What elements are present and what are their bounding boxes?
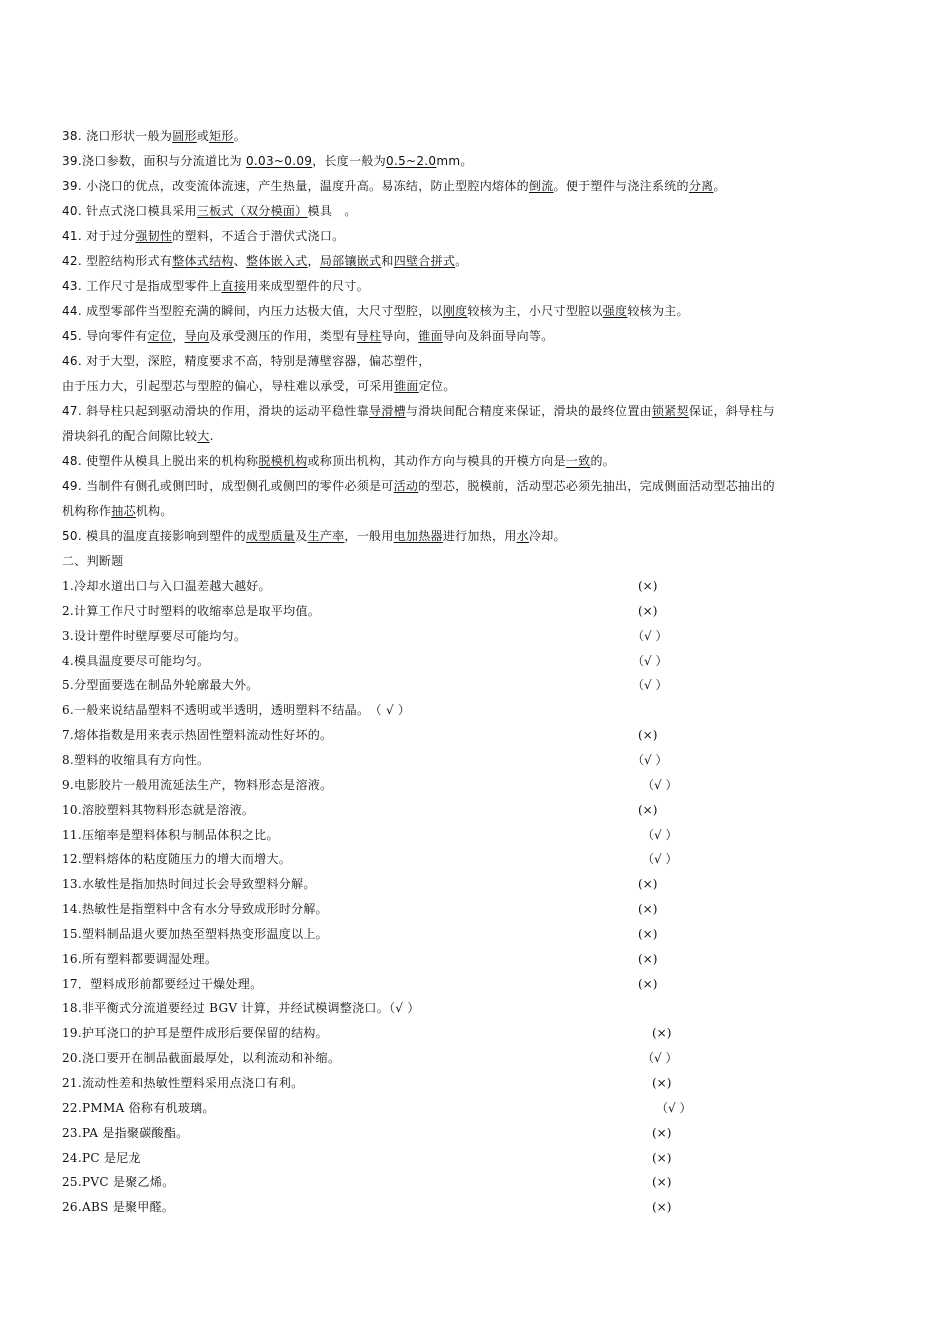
item-text: 型腔结构形式有 [81, 254, 173, 268]
judge-item-text: 15.塑料制品退火要加热至塑料热变形温度以上。 [62, 927, 328, 941]
answer-blank: 定位 [147, 329, 173, 343]
item-text: 。便于塑件与浇注系统的 [553, 179, 689, 193]
item-text: 模具的温度直接影响到塑件的 [81, 529, 246, 543]
item-text: 或称顶出机构，其动作方向与模具的开模方向是 [307, 454, 566, 468]
fill-item [62, 328, 554, 344]
judge-answer-mark: （√ ） [642, 852, 678, 866]
answer-blank: 倒流 [528, 179, 554, 193]
judge-answer-mark: (×) [652, 1026, 672, 1040]
judge-item-text: 10.溶胶塑料其物料形态就是溶液。 [62, 803, 255, 817]
judge-item-text: 14.热敏性是指塑料中含有水分导致成形时分解。 [62, 902, 328, 916]
section-title: 二、判断题 [62, 554, 124, 568]
fill-item [62, 528, 566, 544]
judge-answer-mark: （√ ） [632, 654, 668, 668]
judge-answer-mark: (×) [638, 877, 658, 891]
judge-item-text: 22.PMMA 俗称有机玻璃。 [62, 1101, 215, 1115]
judge-item-text: 2.计算工作尺寸时塑料的收缩率总是取平均值。 [62, 604, 321, 618]
item-text: 的型芯，脱模前，活动型芯必须先抽出，完成侧面活动型芯抽出的 [418, 479, 775, 493]
item-text: 成型零部件当型腔充满的瞬间，内压力达极大值，大尺寸型腔，以 [81, 304, 443, 318]
judge-item-text: 9.电影胶片一般用流延法生产，物料形态是溶液。 [62, 778, 333, 792]
item-text: ， [172, 329, 185, 343]
item-text: 。 [455, 254, 468, 268]
item-text: 。 [460, 154, 473, 168]
item-text: 47. [62, 404, 82, 418]
answer-blank: 刚度 [442, 304, 468, 318]
item-text: 的塑料，不适合于潜伏式浇口。 [172, 229, 345, 243]
item-text: 及承受测压的作用，类型有 [209, 329, 357, 343]
item-text: 小浇口的优点，改变流体流速，产生热量，温度升高。易冻结，防止型腔内熔体的 [81, 179, 529, 193]
fill-item [62, 503, 173, 519]
judge-answer-mark: (×) [638, 902, 658, 916]
answer-blank: 锥面 [418, 329, 443, 343]
fill-item [62, 428, 214, 444]
judge-item-text: 21.流动性差和热敏性塑料采用点浇口有利。 [62, 1076, 304, 1090]
answer-blank: 直接 [221, 279, 247, 293]
fill-item [62, 253, 468, 269]
judge-answer-mark: （√ ） [632, 753, 668, 767]
judge-answer-mark: (×) [638, 952, 658, 966]
item-text: 保证，斜导柱与 [688, 404, 775, 418]
answer-blank: 分离 [688, 179, 714, 193]
fill-item [62, 203, 357, 219]
item-text: 49. [62, 479, 82, 493]
answer-blank: 电加热器 [393, 529, 443, 543]
answer-blank: 水 [516, 529, 529, 543]
item-text: 使塑件从模具上脱出来的机构称 [81, 454, 259, 468]
fill-item [62, 403, 775, 419]
answer-blank: 圆形 [172, 129, 197, 143]
item-text: 、 [233, 254, 247, 268]
fill-item [62, 378, 456, 394]
item-text: 与滑块间配合精度来保证，滑块的最终位置由 [405, 404, 652, 418]
item-text: 。 [713, 179, 726, 193]
answer-blank: 整体式结构 [172, 254, 234, 268]
answer-blank: 0.03~0.09 [246, 154, 313, 168]
answer-blank: 生产率 [307, 529, 345, 543]
fill-item [62, 453, 615, 469]
item-text: 当制件有侧孔或侧凹时，成型侧孔或侧凹的零件必须是可 [81, 479, 394, 493]
judge-answer-mark: (×) [652, 1126, 672, 1140]
fill-item [62, 353, 431, 369]
judge-answer-mark: （√ ） [642, 1051, 678, 1065]
judge-item-text: 5.分型面要选在制品外轮廓最大外。 [62, 678, 259, 692]
judge-item-text: 7.熔体指数是用来表示热固性塑料流动性好坏的。 [62, 728, 333, 742]
item-text: 用来成型塑件的尺寸。 [246, 279, 370, 293]
judge-item-text: 17．塑料成形前都要经过干燥处理。 [62, 977, 263, 991]
item-text: ， [307, 254, 320, 268]
item-text: 机构。 [135, 504, 173, 518]
item-text: 导向及斜面导向等。 [442, 329, 554, 343]
item-text: 导向， [381, 329, 419, 343]
judge-item-text: 8.塑料的收缩具有方向性。 [62, 753, 210, 767]
item-text: 机构称作 [62, 504, 112, 518]
item-text: 48. [62, 454, 82, 468]
judge-item-text: 12.塑料熔体的粘度随压力的增大而增大。 [62, 852, 292, 866]
judge-item-text: 13.水敏性是指加热时间过长会导致塑料分解。 [62, 877, 316, 891]
item-text: 。 [233, 129, 247, 143]
item-text: 的。 [590, 454, 616, 468]
answer-blank: 成型质量 [246, 529, 296, 543]
item-text: 滑块斜孔的配合间隙比较 [62, 429, 198, 443]
item-text: 斜导柱只起到驱动滑块的作用，滑块的运动平稳性靠 [81, 404, 370, 418]
answer-blank: 脱模机构 [258, 454, 308, 468]
item-text: 50. [62, 529, 82, 543]
item-text: 和 [381, 254, 394, 268]
answer-blank: 抽芯 [111, 504, 136, 518]
answer-blank: 锥面 [394, 379, 419, 393]
judge-answer-mark: （√ ） [632, 678, 668, 692]
item-text: . [209, 429, 214, 443]
item-text: 43. [62, 279, 82, 293]
answer-blank: 一致 [565, 454, 591, 468]
answer-blank: 活动 [393, 479, 419, 493]
item-text: 对于过分 [81, 229, 136, 243]
judge-answer-mark: (×) [638, 927, 658, 941]
judge-item-text: 4.模具温度要尽可能均匀。 [62, 654, 210, 668]
judge-item-text: 11.压缩率是塑料体积与制品体积之比。 [62, 828, 279, 842]
judge-item-text: 3.设计塑件时壁厚要尽可能均匀。 [62, 629, 247, 643]
judge-answer-mark: (×) [638, 803, 658, 817]
item-text: 38. [62, 129, 82, 143]
fill-item [62, 228, 344, 244]
answer-blank: 0.5~2.0 [386, 154, 437, 168]
item-text: 针点式浇口模具采用 [81, 204, 197, 218]
judge-answer-mark: （√ ） [632, 629, 668, 643]
judge-item-text: 24.PC 是尼龙 [62, 1151, 141, 1165]
item-text: 41. [62, 229, 82, 243]
fill-item [62, 128, 246, 144]
answer-blank: 四壁合拼式 [393, 254, 456, 268]
judge-item-text: 18.非平衡式分流道要经过 BGV 计算，并经试模调整浇口。（√ ） [62, 1001, 420, 1015]
judge-answer-mark: (×) [652, 1200, 672, 1214]
judge-answer-mark: (×) [638, 728, 658, 742]
fill-item [62, 153, 473, 169]
item-text: 较核为主。 [627, 304, 689, 318]
item-text: 导向零件有 [81, 329, 148, 343]
judge-item-text: 19.护耳浇口的护耳是塑件成形后要保留的结构。 [62, 1026, 328, 1040]
item-text: mm [436, 154, 461, 168]
judge-item-text: 25.PVC 是聚乙烯。 [62, 1175, 175, 1189]
item-text: 由于压力大，引起型芯与型腔的偏心，导柱难以承受，可采用 [62, 379, 395, 393]
item-text: 定位。 [418, 379, 456, 393]
answer-blank: 局部镶嵌式 [319, 254, 382, 268]
item-text: 浇口形状一般为 [81, 129, 173, 143]
item-text: 或 [196, 129, 210, 143]
judge-answer-mark: (×) [638, 579, 658, 593]
judge-item-text: 6.一般来说结晶塑料不透明或半透明，透明塑料不结晶。 （ √ ） [62, 703, 411, 717]
item-text: 进行加热，用 [442, 529, 517, 543]
judge-answer-mark: (×) [638, 604, 658, 618]
item-text: 及 [295, 529, 308, 543]
judge-item-text: 16.所有塑料都要调湿处理。 [62, 952, 218, 966]
answer-blank: 矩形 [209, 129, 234, 143]
answer-blank: 锁紧契 [651, 404, 689, 418]
item-text: 冷却。 [528, 529, 566, 543]
item-text: 46. [62, 354, 82, 368]
fill-item [62, 303, 689, 319]
judge-answer-mark: (×) [652, 1175, 672, 1189]
item-text: 模具 。 [307, 204, 357, 218]
answer-blank: 导滑槽 [369, 404, 406, 418]
answer-blank: 大 [197, 429, 210, 443]
judge-item-text: 20.浇口要开在制品截面最厚处，以利流动和补缩。 [62, 1051, 341, 1065]
answer-blank: 三板式（双分模面） [196, 204, 308, 218]
answer-blank: 整体嵌入式 [246, 254, 308, 268]
judge-item-text: 26.ABS 是聚甲醛。 [62, 1200, 175, 1214]
judge-answer-mark: （√ ） [642, 828, 678, 842]
judge-answer-mark: (×) [652, 1076, 672, 1090]
fill-item [62, 278, 369, 294]
fill-item [62, 478, 775, 494]
item-text: 对于大型，深腔，精度要求不高，特别是薄壁容器，偏芯塑件， [81, 354, 431, 368]
item-text: 44. [62, 304, 82, 318]
item-text: 工作尺寸是指成型零件上 [81, 279, 222, 293]
judge-item-text: 23.PA 是指聚碳酸酯。 [62, 1126, 189, 1140]
fill-item [62, 178, 726, 194]
item-text: 40. [62, 204, 82, 218]
item-text: 42. [62, 254, 82, 268]
item-text: 较核为主，小尺寸型腔以 [467, 304, 603, 318]
item-text: 39. [62, 154, 82, 168]
item-text: ，长度一般为 [312, 154, 387, 168]
answer-blank: 强韧性 [135, 229, 173, 243]
item-text: ，一般用 [344, 529, 394, 543]
item-text: 39. [62, 179, 82, 193]
judge-answer-mark: (×) [638, 977, 658, 991]
item-text: 浇口参数，面积与分流道比为 [81, 154, 246, 168]
item-text: 45. [62, 329, 82, 343]
answer-blank: 导柱 [356, 329, 382, 343]
judge-answer-mark: （√ ） [656, 1101, 692, 1115]
answer-blank: 强度 [602, 304, 628, 318]
judge-answer-mark: (×) [652, 1151, 672, 1165]
answer-blank: 导向 [184, 329, 210, 343]
judge-item-text: 1.冷却水道出口与入口温差越大越好。 [62, 579, 271, 593]
judge-answer-mark: （√ ） [642, 778, 678, 792]
